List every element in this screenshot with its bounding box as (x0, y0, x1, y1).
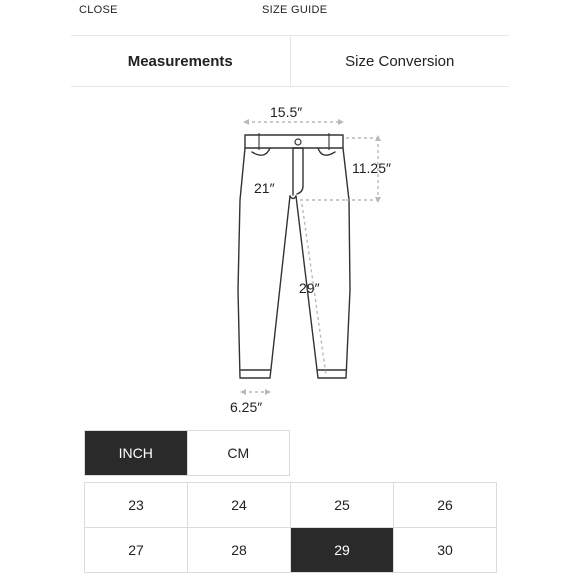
tab-measurements[interactable]: Measurements (127, 52, 233, 70)
tab-bar (71, 35, 509, 87)
tab-size-conversion[interactable]: Size Conversion (290, 36, 510, 86)
size-option-28[interactable]: 28 (188, 528, 291, 573)
inseam-measurement: 29″ (299, 280, 320, 296)
size-option-29[interactable]: 29 (291, 528, 394, 573)
size-option-30[interactable]: 30 (394, 528, 497, 573)
size-option-24[interactable]: 24 (188, 483, 291, 528)
size-option-26[interactable]: 26 (394, 483, 497, 528)
jeans-outline-icon (0, 90, 580, 420)
top-bar (0, 0, 580, 26)
size-grid (84, 482, 497, 573)
rise-measurement: 11.25″ (352, 160, 391, 176)
size-guide-title: SIZE GUIDE (262, 4, 328, 16)
unit-toggle (84, 430, 290, 476)
unit-inch-button[interactable]: INCH (85, 431, 187, 475)
close-link[interactable]: CLOSE (79, 4, 118, 16)
size-option-23[interactable]: 23 (85, 483, 188, 528)
size-option-27[interactable]: 27 (85, 528, 188, 573)
measurement-diagram (0, 90, 580, 420)
thigh-measurement: 21″ (254, 180, 275, 196)
leg-opening-measurement: 6.25″ (230, 399, 263, 415)
unit-cm-button[interactable]: CM (187, 431, 290, 475)
waist-measurement: 15.5″ (270, 104, 303, 120)
size-option-25[interactable]: 25 (291, 483, 394, 528)
